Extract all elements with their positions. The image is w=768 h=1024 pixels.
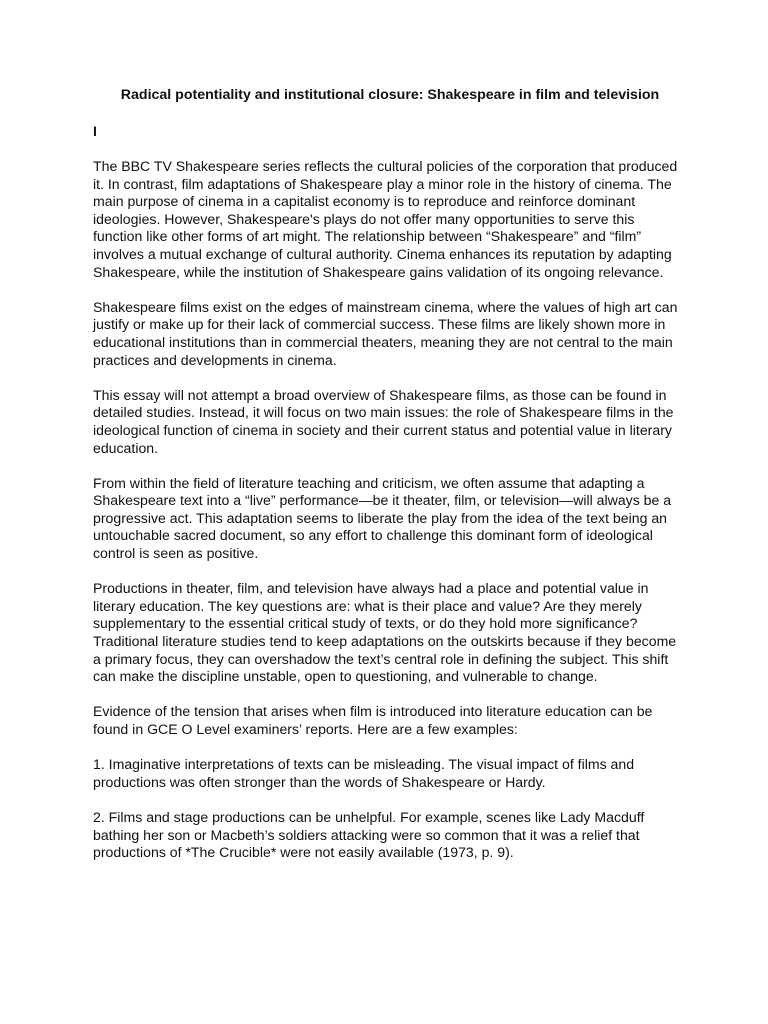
paragraph-3: This essay will not attempt a broad overview of Shakespeare films, as those can be found in detailed studies. Instead, it will focus on two main issues: the role of Shakespeare films in the ideological function of cinema in society and their current status and potential value in literary education. — [93, 386, 674, 456]
list-item-1: 1. Imaginative interpretations of texts can be misleading. The visual impact of films and productions was often stronger than the words of Shakespeare or Hardy. — [93, 756, 635, 790]
paragraph-4: From within the field of literature teaching and criticism, we often assume that adapting a Shakespeare text into a “live” performance—be it theater, film, or television—will always be a progressive act. This adaptation seems to liberate the play from the idea of the text being an untouchable sacred document, so any effort to challenge this dominant form of ideological control is seen as positive. — [93, 474, 672, 562]
paragraph-6: Evidence of the tension that arises when film is introduced into literature education can be found in GCE O Level examiners’ reports. Here are a few examples: — [93, 703, 653, 737]
document-title: Radical potentiality and institutional closure: Shakespeare in film and television — [120, 87, 660, 103]
paragraph-1: The BBC TV Shakespeare series reflects the cultural policies of the corporation that produced it. In contrast, film adaptations of Shakespeare play a minor role in the history of cinema. The main purpose of cinema in a capitalist economy is to reproduce and reinforce dominant ideologies. However, Shakespeare's plays do not offer many opportunities to serve this function like other forms of art might. The relationship between “Shakespeare” and “film” involves a mutual exchange of cultural authority. Cinema enhances its reputation by adapting Shakespeare, while the institution of Shakespeare gains validation of its ongoing relevance. — [93, 158, 678, 280]
list-item-2: 2. Films and stage productions can be unhelpful. For example, scenes like Lady Macduff bathing her son or Macbeth’s soldiers attacking were so common that it was a relief that productions of *The Crucible* were not easily available (1973, p. 9). — [93, 808, 645, 861]
document-page — [93, 84, 679, 862]
paragraph-2: Shakespeare films exist on the edges of mainstream cinema, where the values of high art can justify or make up for their lack of commercial success. These films are likely shown more in educational institutions than in commercial theaters, meaning they are not central to the main practices and developments in cinema. — [93, 298, 678, 368]
paragraph-5: Productions in theater, film, and television have always had a place and potential value in literary education. The key questions are: what is their place and value? Are they merely supplementary to the essential critical study of texts, or do they hold more significance? Traditional literature studies tend to keep adaptations on the outskirts because if they become a primary focus, they can overshadow the text’s central role in defining the subject. This shift can make the discipline unstable, open to questioning, and vulnerable to change. — [93, 580, 677, 685]
section-number: I — [93, 123, 97, 139]
